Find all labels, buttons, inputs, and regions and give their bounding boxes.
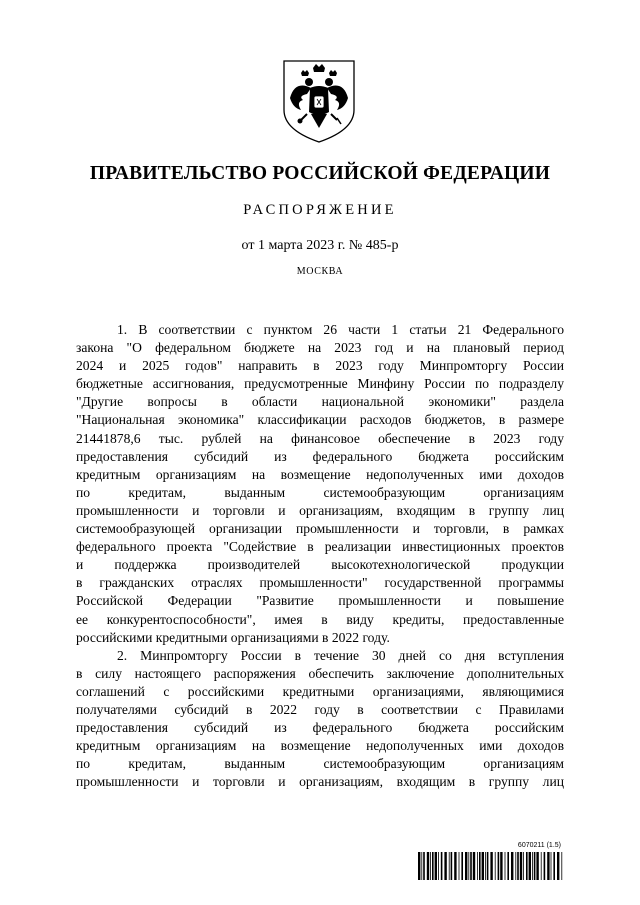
coat-of-arms-icon [281, 58, 357, 144]
barcode-bar [438, 852, 439, 880]
body-line: получателями субсидий в 2022 году в соответствии с Правилами [76, 701, 564, 717]
barcode-bar [532, 852, 533, 880]
barcode-bar [505, 852, 506, 880]
barcode-bar [490, 852, 492, 880]
body-line: системообразующей организации промышленности и торговли, в рамках [76, 521, 564, 537]
barcode-icon [416, 852, 566, 882]
barcode-bar [520, 852, 522, 880]
barcode-bar [515, 852, 516, 880]
body-line: по кредитам, выданным системообразующим организациям [76, 484, 564, 500]
barcode-bar [430, 852, 431, 880]
barcode-bar [557, 852, 559, 880]
barcode [416, 842, 566, 884]
barcode-bar [507, 852, 509, 880]
government-title: ПРАВИТЕЛЬСТВО РОССИЙСКОЙ ФЕДЕРАЦИИ [89, 163, 551, 184]
body-line: предоставления субсидий из федерального бюджета российским [76, 720, 564, 736]
body-line: 2024 и 2025 годов" направить в 2023 году Минпромторгу России [76, 358, 564, 374]
body-line: в гражданских отраслях промышленности" государственной программы [76, 575, 564, 591]
body-line: Российской Федерации "Развитие промышленности и повышение [76, 593, 564, 609]
body-line: ее конкурентоспособности", имея в виду кредиты, предоставленные [76, 611, 564, 627]
barcode-bar [418, 852, 420, 880]
barcode-bar [511, 852, 513, 880]
barcode-bar [541, 852, 542, 880]
barcode-bar [421, 852, 422, 880]
barcode-bar [477, 852, 478, 880]
barcode-bar [523, 852, 524, 880]
body-line: "Национальная экономика" классификации расходов бюджетов, в размере [76, 412, 564, 428]
barcode-bar [465, 852, 467, 880]
barcode-bar [451, 852, 453, 880]
barcode-bar [551, 852, 552, 880]
body-line: и поддержка производителей высокотехнологической продукции [76, 557, 564, 573]
document-city: МОСКВА [296, 266, 344, 277]
body-line: предоставления субсидий из федерального бюджета российским [76, 448, 564, 464]
barcode-bar [544, 852, 546, 880]
body-line: "Другие вопросы в области национальной экономики" раздела [76, 394, 564, 410]
barcode-bar [536, 852, 538, 880]
body-line: кредитным организациям на возмещение недополученных ими доходов [76, 466, 564, 482]
barcode-bar [435, 852, 437, 880]
barcode-bar [479, 852, 481, 880]
body-line: закона "О федеральном бюджете на 2023 год и на плановый период [76, 340, 564, 356]
body-line: 1. В соответствии с пунктом 26 части 1 статьи 21 Федерального [117, 322, 564, 337]
barcode-bar [487, 852, 489, 880]
barcode-bar [461, 852, 463, 880]
document-type: РАСПОРЯЖЕНИЕ [243, 202, 397, 218]
barcode-bar [561, 852, 562, 880]
barcode-bar [482, 852, 484, 880]
barcode-bar [500, 852, 502, 880]
barcode-bar [432, 852, 434, 880]
barcode-bar [449, 852, 450, 880]
body-line: российскими кредитными организациями в 2022 году. [76, 629, 390, 645]
barcode-bar [468, 852, 469, 880]
barcode-bar [553, 852, 555, 880]
barcode-bar [473, 852, 475, 880]
barcode-bar [534, 852, 536, 880]
barcode-bar [485, 852, 486, 880]
body-line: федерального проекта "Содействие в реализации инвестиционных проектов [76, 539, 564, 555]
barcode-bar [459, 852, 460, 880]
body-line: 21441878,6 тыс. рублей на финансовое обеспечение в 2023 году [76, 430, 564, 446]
barcode-bar [454, 852, 456, 880]
barcode-bar [470, 852, 472, 880]
barcode-bar [495, 852, 496, 880]
body-line: промышленности и торговли и организациям, входящим в группу лиц [76, 502, 564, 518]
body-line: кредитным организациям на возмещение недополученных ими доходов [76, 738, 564, 754]
body-line: в силу настоящего распоряжения обеспечить заключение дополнительных [76, 665, 564, 681]
document-date-number: от 1 марта 2023 г. № 485-р [241, 238, 399, 253]
barcode-bar [529, 852, 531, 880]
body-line: бюджетные ассигнования, предусмотренные Минфину России по подразделу [76, 376, 564, 392]
body-line: по кредитам, выданным системообразующим организациям [76, 756, 564, 772]
body-line: промышленности и торговли и организациям, входящим в группу лиц [76, 774, 564, 790]
barcode-code: 6070211 (1.5) [517, 842, 561, 849]
barcode-bar [517, 852, 519, 880]
barcode-bar [526, 852, 528, 880]
body-line: 2. Минпромторгу России в течение 30 дней со дня вступления [117, 647, 564, 663]
barcode-bar [423, 852, 425, 880]
barcode-bar [498, 852, 500, 880]
barcode-bar [441, 852, 443, 880]
barcode-bar [547, 852, 549, 880]
barcode-bar [427, 852, 429, 880]
barcode-bar [444, 852, 446, 880]
document-body [76, 321, 564, 791]
body-line: соглашений с российскими кредитными организациями, являющимися [76, 683, 564, 699]
